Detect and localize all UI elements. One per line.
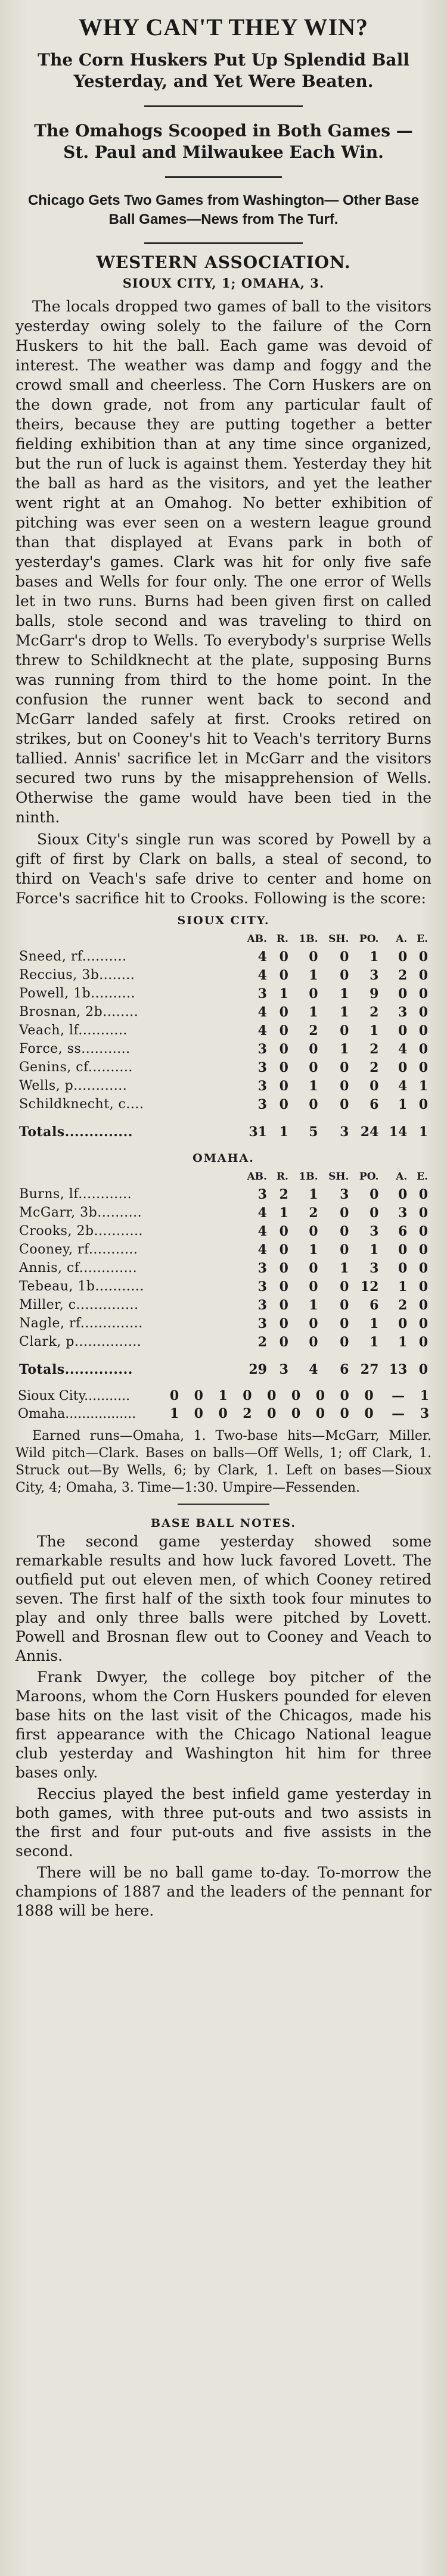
stat-cell: 1 <box>340 986 349 1002</box>
column-header: PO. <box>359 933 379 945</box>
stat-cell: 0 <box>279 949 288 965</box>
stat-cell: 0 <box>340 1278 349 1295</box>
stat-cell: 1 <box>309 967 318 983</box>
column-header: A. <box>396 933 408 945</box>
stat-cell: 1 <box>398 1278 408 1295</box>
stat-cell: 3 <box>340 1124 349 1140</box>
column-header: E. <box>417 1171 428 1183</box>
stat-cell: 3 <box>257 1278 267 1295</box>
stat-cell: 2 <box>398 1297 408 1313</box>
stat-cell: 6 <box>398 1223 408 1239</box>
deck: The Corn Huskers Put Up Splendid Ball Yesterday, and Yet Were Beaten. <box>38 50 409 91</box>
stat-cell: 4 <box>257 1242 267 1258</box>
stat-cell: 0 <box>279 1334 288 1350</box>
stat-cell: 0 <box>279 1297 288 1313</box>
inning-run-cell: 1 <box>169 1406 179 1421</box>
stat-cell: 0 <box>418 1278 428 1295</box>
player-name: McGarr, 3b.......... <box>19 1205 142 1220</box>
player-row <box>15 1077 432 1095</box>
stat-cell: 3 <box>257 1186 267 1202</box>
stat-cell: 0 <box>279 1078 288 1094</box>
stat-cell: 1 <box>370 949 379 965</box>
game-summary: Earned runs—Omaha, 1. Two-base hits—McGarr, Miller. Wild pitch—Clark. Bases on balls—Off Wells, 1; off Clark, 1. Struck out—By Wells, 6; by Clark, 1. Left on bases—Sioux City, 4; Omaha, 3. Time—1:30. Umpire—Fessenden. <box>15 1429 432 1495</box>
stat-cell: 1 <box>309 1242 318 1258</box>
column-header: E. <box>417 933 428 945</box>
player-row <box>15 1277 432 1296</box>
stat-cell: 0 <box>398 1186 408 1202</box>
stat-cell: 0 <box>309 949 318 965</box>
stat-cell: 0 <box>398 986 408 1002</box>
stat-cell: 3 <box>257 986 267 1002</box>
stat-cell: 0 <box>279 1022 288 1038</box>
box-score-body <box>15 947 432 1142</box>
box-score-body <box>15 1185 432 1380</box>
player-name: Schildknecht, c.... <box>19 1097 144 1112</box>
stat-cell: 0 <box>279 1096 288 1112</box>
stat-cell: 9 <box>370 986 379 1002</box>
stat-cell: 5 <box>309 1124 318 1140</box>
player-row <box>15 966 432 984</box>
stat-cell: 0 <box>340 1297 349 1313</box>
inning-run-cell: 0 <box>169 1388 179 1404</box>
note-paragraph: Reccius played the best infield game yesterday in both games, with three put-outs and two assists in the first and four put-outs and five assists in the second. <box>15 1785 432 1860</box>
second-deck: The Omahogs Scooped in Both Games —St. Paul and Milwaukee Each Win. <box>34 121 413 162</box>
player-row <box>15 1185 432 1203</box>
player-name: Veach, lf........... <box>19 1023 128 1038</box>
player-name: Wells, p............ <box>19 1078 128 1093</box>
stat-cell: 2 <box>279 1186 288 1202</box>
stat-cell: 3 <box>279 1362 288 1377</box>
stat-cell: 0 <box>418 1004 428 1020</box>
stat-cell: 3 <box>398 1205 408 1221</box>
innings-row <box>15 1387 432 1405</box>
stat-cell: 1 <box>309 1297 318 1313</box>
stat-cell: 0 <box>418 1059 428 1075</box>
box-score-header-row <box>15 931 432 947</box>
inning-run-cell: 0 <box>194 1406 203 1421</box>
scoring-paragraph: Sioux City's single run was scored by Powell by a gift of first by Clark on balls, a steal of second, to third on Veach's safe drive to center and home on Force's sacrifice hit to Crooks. Following is the score: <box>15 831 432 907</box>
player-name: Tebeau, 1b........... <box>19 1279 144 1294</box>
stat-cell: 4 <box>398 1078 408 1094</box>
stat-cell: 2 <box>370 1041 379 1057</box>
stat-cell: 1 <box>398 1334 408 1350</box>
stat-cell: 4 <box>257 1004 267 1020</box>
player-name: Cooney, rf........... <box>19 1242 138 1257</box>
stat-cell: 3 <box>257 1041 267 1057</box>
column-header: SH. <box>328 933 349 945</box>
stat-cell: 2 <box>370 1004 379 1020</box>
player-row <box>15 1240 432 1259</box>
stat-cell: 6 <box>370 1297 379 1313</box>
stat-cell: 1 <box>279 1124 288 1140</box>
stat-cell: 0 <box>340 1059 349 1075</box>
stat-cell: 0 <box>340 1315 349 1331</box>
stat-cell: 4 <box>257 949 267 965</box>
column-header: SH. <box>328 1171 349 1183</box>
stat-cell: 0 <box>370 1205 379 1221</box>
divider <box>165 176 281 178</box>
player-name: Annis, cf............. <box>19 1261 138 1275</box>
stat-cell: 3 <box>370 1223 379 1239</box>
column-header <box>15 1168 240 1185</box>
player-row <box>15 1058 432 1077</box>
stat-cell: 0 <box>309 1334 318 1350</box>
stat-cell: 1 <box>370 1022 379 1038</box>
stat-cell: 0 <box>279 1260 288 1276</box>
stat-cell: 0 <box>279 967 288 983</box>
stat-cell: 0 <box>418 1041 428 1057</box>
inning-run-cell: 0 <box>267 1406 277 1421</box>
stat-cell: 0 <box>418 1096 428 1112</box>
stat-cell: 4 <box>257 1223 267 1239</box>
stat-cell: 1 <box>370 1242 379 1258</box>
inning-run-cell: 0 <box>267 1388 277 1404</box>
inning-run-cell: 0 <box>291 1406 301 1421</box>
stat-cell: 3 <box>370 967 379 983</box>
totals-row <box>15 1114 432 1142</box>
stat-cell: 1 <box>340 1004 349 1020</box>
stat-cell: 0 <box>370 1078 379 1094</box>
player-row <box>15 947 432 966</box>
inning-total-cell: 3 <box>420 1406 429 1421</box>
player-name: Miller, c.............. <box>19 1298 139 1312</box>
stat-cell: 0 <box>279 1059 288 1075</box>
stat-cell: 24 <box>360 1124 379 1140</box>
stat-cell: 0 <box>309 1041 318 1057</box>
stat-cell: 0 <box>309 1260 318 1276</box>
player-name: Force, ss........... <box>19 1041 131 1056</box>
player-name: Genins, cf.......... <box>19 1060 133 1075</box>
inning-run-cell: 0 <box>291 1388 301 1404</box>
stat-cell: 3 <box>257 1096 267 1112</box>
stat-cell: 0 <box>418 1334 428 1350</box>
stat-cell: 0 <box>340 1242 349 1258</box>
stat-cell: 1 <box>309 1186 318 1202</box>
stat-cell: 0 <box>340 1022 349 1038</box>
inning-run-cell: 2 <box>243 1406 252 1421</box>
stat-cell: 27 <box>360 1362 379 1377</box>
stat-cell: 0 <box>418 1297 428 1313</box>
stat-cell: 0 <box>418 1315 428 1331</box>
stat-cell: 0 <box>418 1186 428 1202</box>
base-ball-notes <box>15 1517 432 1920</box>
player-row <box>15 1314 432 1333</box>
stat-cell: 0 <box>418 1260 428 1276</box>
score-by-innings <box>15 1387 432 1423</box>
stat-cell: 1 <box>418 1078 428 1094</box>
player-name: Clark, p............... <box>19 1334 142 1349</box>
column-header: R. <box>276 1171 288 1183</box>
stat-cell: 0 <box>418 986 428 1002</box>
totals-label: Totals.............. <box>19 1124 133 1140</box>
stat-cell: 1 <box>309 1078 318 1094</box>
player-name: Powell, 1b.......... <box>19 986 136 1001</box>
stat-cell: 4 <box>257 967 267 983</box>
column-header: R. <box>276 933 288 945</box>
column-header: AB. <box>247 1171 267 1183</box>
player-row <box>15 1203 432 1222</box>
inning-run-cell: 0 <box>340 1406 349 1421</box>
player-row <box>15 1296 432 1314</box>
stat-cell: 3 <box>340 1186 349 1202</box>
stat-cell: 0 <box>418 1022 428 1038</box>
divider <box>144 105 302 107</box>
stat-cell: 3 <box>257 1315 267 1331</box>
inning-run-cell: 0 <box>364 1406 374 1421</box>
player-name: Burns, lf............ <box>19 1187 132 1202</box>
column-header: A. <box>396 1171 408 1183</box>
stat-cell: 12 <box>360 1278 379 1295</box>
stat-cell: 2 <box>309 1205 318 1221</box>
stat-cell: 13 <box>389 1362 408 1377</box>
stat-cell: 1 <box>370 1315 379 1331</box>
inning-run-cell: 0 <box>364 1388 374 1404</box>
headline: WHY CAN'T THEY WIN? <box>78 14 369 40</box>
stat-cell: 0 <box>309 986 318 1002</box>
innings-row <box>15 1405 432 1423</box>
stat-cell: 0 <box>418 1223 428 1239</box>
team-name: Omaha................. <box>18 1406 136 1421</box>
divider <box>144 242 302 244</box>
stat-cell: 3 <box>257 1078 267 1094</box>
stat-cell: 1 <box>370 1334 379 1350</box>
stat-cell: 0 <box>418 1362 428 1377</box>
box-score-sioux-city <box>15 931 432 1142</box>
inning-run-cell: 0 <box>194 1388 203 1404</box>
game-report-paragraph: The locals dropped two games of ball to the visitors yesterday owing solely to the failure of the Corn Huskers to hit the ball. Each game was devoid of interest. The weather was damp and foggy and the crowd small and cheerless. The Corn Huskers are on the down grade, not from any particular fault of theirs, because they are putting together a better fielding exhibition than at any time since organized, but the run of luck is against them. Yesterday they hit the ball as hard as the visitors, and yet the leather went right at an Omahog. No better exhibition of pitching was ever seen on a western league ground than that displayed at Evans park in both of yesterday's games. Clark was hit for only five safe bases and Wells for four only. The one error of Wells let in two runs. Burns had been given first on called balls, stole second and was traveling to third on McGarr's drop to Wells. To everybody's surprise Wells threw to Schildknecht at the plate, supposing Burns was running from third to the home point. In the confusion the runner went back to second and McGarr landed safely at first. Crooks retired on strikes, but on Cooney's hit to Veach's territory Burns tallied. Annis' sacrifice let in McGarr and the visitors secured two runs by the misapprehension of Wells. Otherwise the game would have been tied in the ninth. <box>15 298 432 826</box>
stat-cell: 3 <box>257 1059 267 1075</box>
column-header: AB. <box>247 933 267 945</box>
stat-cell: 31 <box>249 1124 267 1140</box>
player-name: Brosnan, 2b........ <box>19 1005 139 1019</box>
box-score-title-omaha: OMAHA. <box>193 1152 254 1165</box>
column-header <box>15 931 240 947</box>
stat-cell: 0 <box>398 1022 408 1038</box>
box-score-title-sioux-city: SIOUX CITY. <box>177 914 270 927</box>
subdeck: Chicago Gets Two Games from Washington— Other Base Ball Games—News from The Turf. <box>27 192 420 227</box>
stat-cell: 4 <box>257 1205 267 1221</box>
stat-cell: 6 <box>340 1362 349 1377</box>
stat-cell: 0 <box>340 1334 349 1350</box>
stat-cell: 4 <box>309 1362 318 1377</box>
stat-cell: 0 <box>279 1004 288 1020</box>
stat-cell: 29 <box>249 1362 267 1377</box>
totals-label: Totals.............. <box>19 1362 133 1377</box>
stat-cell: 2 <box>257 1334 267 1350</box>
column-header: 1B. <box>299 1171 318 1183</box>
stat-cell: 0 <box>398 1059 408 1075</box>
inning-run-cell: 0 <box>340 1388 349 1404</box>
innings-body <box>15 1387 432 1423</box>
stat-cell: 0 <box>340 967 349 983</box>
player-row <box>15 1259 432 1277</box>
inning-run-cell: 0 <box>315 1388 325 1404</box>
stat-cell: 0 <box>418 1242 428 1258</box>
stat-cell: 2 <box>370 1059 379 1075</box>
inning-run-cell: 1 <box>218 1388 228 1404</box>
stat-cell: 0 <box>418 967 428 983</box>
player-name: Reccius, 3b........ <box>19 968 135 983</box>
player-name: Sneed, rf.......... <box>19 949 127 964</box>
player-name: Nagle, rf.............. <box>19 1316 143 1331</box>
player-row <box>15 1040 432 1058</box>
stat-cell: 0 <box>279 1242 288 1258</box>
stat-cell: 4 <box>257 1022 267 1038</box>
player-row <box>15 1095 432 1114</box>
stat-cell: 3 <box>257 1260 267 1276</box>
stat-cell: 3 <box>257 1297 267 1313</box>
stat-cell: 2 <box>398 967 408 983</box>
stat-cell: 1 <box>279 1205 288 1221</box>
column-header: 1B. <box>299 933 318 945</box>
stat-cell: 0 <box>279 1278 288 1295</box>
game-score-line: SIOUX CITY, 1; OMAHA, 3. <box>122 276 325 291</box>
note-paragraph: Frank Dwyer, the college boy pitcher of the Maroons, whom the Corn Huskers pounded for eleven base hits on the last visit of the Chicagos, made his first appearance with the Chicago National league club yesterday and Washington hit him for three bases only. <box>15 1669 432 1781</box>
team-name: Sioux City........... <box>18 1388 131 1404</box>
stat-cell: 0 <box>309 1059 318 1075</box>
player-row <box>15 1003 432 1021</box>
stat-cell: 0 <box>340 1223 349 1239</box>
stat-cell: 0 <box>398 1260 408 1276</box>
stat-cell: 1 <box>340 1260 349 1276</box>
stat-cell: 1 <box>309 1004 318 1020</box>
stat-cell: 3 <box>398 1004 408 1020</box>
inning-total-cell: 1 <box>420 1388 429 1404</box>
totals-row <box>15 1351 432 1380</box>
stat-cell: 0 <box>279 1223 288 1239</box>
player-row <box>15 1222 432 1240</box>
player-row <box>15 1333 432 1351</box>
stat-cell: 1 <box>279 986 288 1002</box>
stat-cell: 0 <box>309 1096 318 1112</box>
stat-cell: 0 <box>418 949 428 965</box>
stat-cell: 0 <box>309 1278 318 1295</box>
stat-cell: 1 <box>398 1096 408 1112</box>
stat-cell: 0 <box>340 1096 349 1112</box>
section-title: WESTERN ASSOCIATION. <box>96 252 351 272</box>
dash: — <box>392 1388 405 1404</box>
stat-cell: 0 <box>309 1223 318 1239</box>
notes-title: BASE BALL NOTES. <box>151 1517 296 1530</box>
note-paragraph: There will be no ball game to-day. To-morrow the champions of 1887 and the leaders of the pennant for 1888 will be here. <box>15 1864 432 1919</box>
player-name: Crooks, 2b........... <box>19 1224 143 1239</box>
stat-cell: 3 <box>370 1260 379 1276</box>
stat-cell: 1 <box>340 1041 349 1057</box>
stat-cell: 4 <box>398 1041 408 1057</box>
stat-cell: 6 <box>370 1096 379 1112</box>
stat-cell: 2 <box>309 1022 318 1038</box>
stat-cell: 0 <box>279 1041 288 1057</box>
stat-cell: 0 <box>279 1315 288 1331</box>
stat-cell: 0 <box>398 1315 408 1331</box>
inning-run-cell: 0 <box>243 1388 252 1404</box>
box-score-header-row <box>15 1168 432 1185</box>
stat-cell: 14 <box>389 1124 408 1140</box>
stat-cell: 0 <box>340 1205 349 1221</box>
inning-run-cell: 0 <box>315 1406 325 1421</box>
player-row <box>15 984 432 1003</box>
stat-cell: 0 <box>370 1186 379 1202</box>
stat-cell: 0 <box>418 1205 428 1221</box>
dash: — <box>392 1406 405 1421</box>
inning-run-cell: 0 <box>218 1406 228 1421</box>
column-header: PO. <box>359 1171 379 1183</box>
stat-cell: 0 <box>309 1315 318 1331</box>
box-score-omaha <box>15 1168 432 1380</box>
stat-cell: 0 <box>398 949 408 965</box>
stat-cell: 0 <box>340 949 349 965</box>
stat-cell: 1 <box>418 1124 428 1140</box>
note-paragraph: The second game yesterday showed some remarkable results and how luck favored Lovett. The outfield put out eleven men, of which Cooney retired seven. The first half of the sixth took four minutes to play and only three balls were pitched by Lovett. Powell and Brosnan flew out to Cooney and Veach to Annis. <box>15 1533 432 1664</box>
divider <box>178 1504 269 1505</box>
stat-cell: 0 <box>398 1242 408 1258</box>
stat-cell: 0 <box>340 1078 349 1094</box>
player-row <box>15 1021 432 1040</box>
